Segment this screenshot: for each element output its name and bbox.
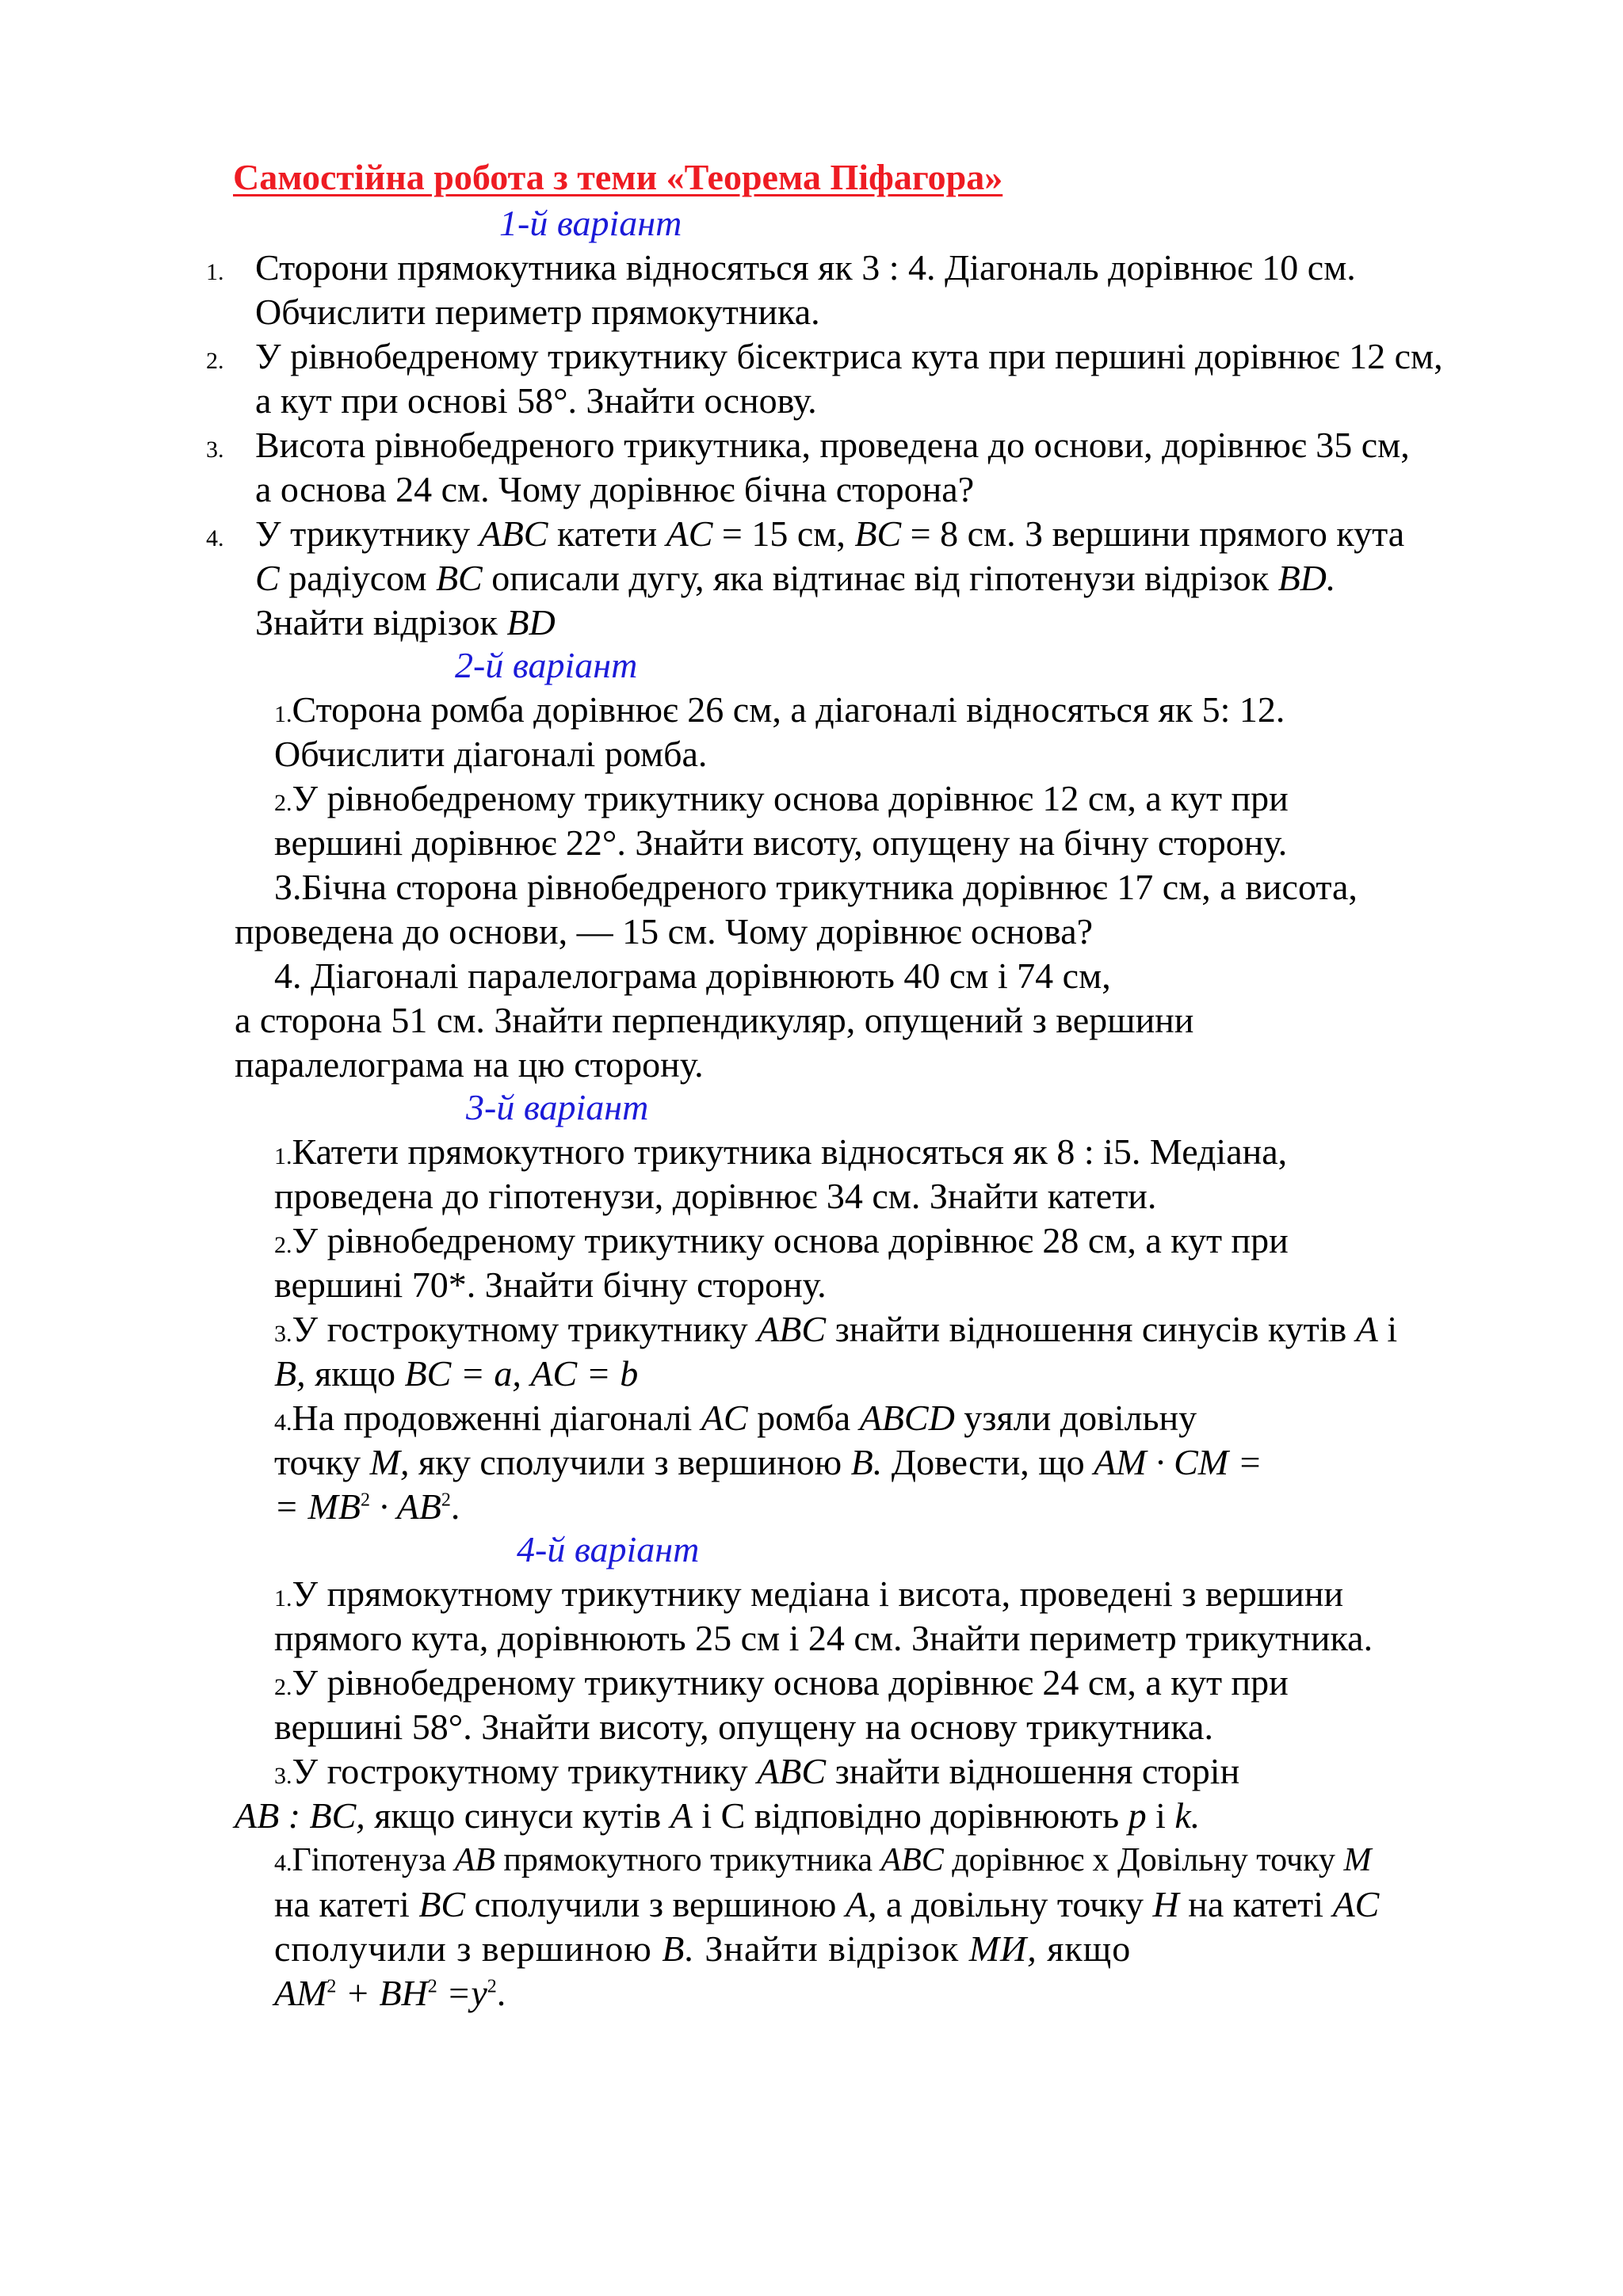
text-fragment: 1. [274, 1143, 292, 1169]
text-fragment: прямокутного трикутника [495, 1842, 881, 1878]
v3-task-3-text [274, 1307, 1397, 1356]
text-fragment: BC = a, [404, 1353, 521, 1394]
text-fragment: + BH [336, 1973, 428, 2013]
text-fragment: . [496, 1973, 506, 2013]
text-fragment: на катеті [274, 1884, 419, 1924]
v4-task-1-text-2: прямого кута, дорівнюють 25 см і 24 см. Знайти периметр трикутника. [274, 1618, 1373, 1658]
text-fragment: B. [662, 1928, 695, 1969]
text-fragment: дорівнює х Довільну точку [943, 1842, 1344, 1878]
text-fragment: Сторона ромба дорівнює 26 см, а діагоналі відносяться як 5: 12. [292, 689, 1285, 730]
v1-task-3-number [206, 423, 231, 472]
v2-task-2-text [274, 776, 1289, 826]
text-fragment: MИ, [968, 1928, 1037, 1969]
v4-task-4-text-3 [274, 1927, 1131, 1971]
text-fragment: AC = b [530, 1353, 639, 1394]
v3-task-3-text-2 [274, 1352, 638, 1396]
v4-task-4-text-2 [274, 1882, 1379, 1927]
text-fragment: 4. [274, 1409, 292, 1436]
text-fragment: BD. [1277, 558, 1336, 598]
text-fragment: 2 [441, 1489, 451, 1511]
text-fragment: = 15 см, [712, 513, 855, 554]
text-fragment [521, 1353, 531, 1394]
text-fragment: =y [437, 1973, 487, 2013]
text-fragment: знайти відношення синусів кутів [826, 1309, 1356, 1349]
variant-3-heading: 3-й варіант [466, 1087, 649, 1127]
text-fragment: сполучили з вершиною [274, 1928, 663, 1969]
text-fragment: ABC [757, 1309, 827, 1349]
text-fragment: 2. [274, 790, 292, 816]
text-fragment: 4. [274, 1850, 292, 1876]
v3-task-1-text-2: проведена до гіпотенузи, дорівнює 34 см. Знайти катети. [274, 1176, 1157, 1216]
text-fragment: . [450, 1486, 460, 1527]
v2-task-3-text-2: проведена до основи, — 15 см. Чому дорівнює основа? [235, 911, 1094, 952]
text-fragment: на катеті [1178, 1884, 1333, 1924]
text-fragment: BC [418, 1884, 466, 1924]
text-fragment: B. [850, 1442, 883, 1482]
text-fragment: 2 [360, 1489, 370, 1511]
v2-task-4-text: 4. Діагоналі паралелограма дорівнюють 40 см і 74 см, [274, 955, 1111, 996]
v2-task-3-text: З.Бічна сторона рівнобедреного трикутника дорівнює 17 см, а висота, [274, 867, 1358, 907]
v4-task-4-text-4 [274, 1971, 506, 2016]
v3-task-1-text [274, 1130, 1287, 1179]
variant-2-heading: 2-й варіант [455, 645, 638, 685]
text-fragment: а довільну точку [876, 1884, 1153, 1924]
text-fragment: 1. [274, 701, 292, 727]
text-fragment: 2 [427, 1976, 437, 1997]
text-fragment: У рівнобедреному трикутнику основа дорівнює 28 см, а кут при [292, 1220, 1289, 1261]
v3-task-4-text [274, 1396, 1197, 1445]
v1-task-3-text: Висота рівнобедреного трикутника, проведена до основи, дорівнює 35 см, [255, 425, 1410, 465]
text-fragment: і С відповідно дорівнюють [692, 1795, 1128, 1836]
v3-task-2-text-2: вершині 70*. Знайти бічну сторону. [274, 1264, 827, 1305]
v1-task-1-line-1 [206, 246, 231, 295]
variant-4-heading: 4-й варіант [517, 1529, 700, 1569]
text-fragment: ABC [479, 513, 548, 554]
v1-task-2-text-2: а кут при основі 58°. Знайти основу. [255, 380, 817, 421]
v1-task-1-text-2: Обчислити периметр прямокутника. [255, 292, 820, 332]
text-fragment: У трикутнику [255, 513, 479, 554]
v1-task-2-text: У рівнобедреному трикутнику бісектриса кута при першині дорівнює 12 см, [255, 336, 1443, 376]
v4-task-3-text [274, 1749, 1239, 1798]
text-fragment: У прямокутному трикутнику медіана і висота, проведені з вершини [292, 1573, 1344, 1614]
v1-task-4-text-2 [255, 556, 1335, 601]
text-fragment: C [255, 558, 280, 598]
text-fragment: 3. [274, 1321, 292, 1347]
text-fragment: M [1343, 1842, 1372, 1878]
v3-task-2-text [274, 1219, 1289, 1268]
v4-task-3-text-2 [235, 1794, 1200, 1838]
text-fragment: катети [548, 513, 666, 554]
text-fragment: якщо [1037, 1928, 1132, 1969]
v1-task-1-text: Сторони прямокутника відносяться як 3 : 4. Діагональ дорівнює 10 см. [255, 247, 1356, 288]
page-title: Самостійна робота з теми «Теорема Піфагора» [233, 157, 1003, 197]
task-number: 1. [206, 259, 224, 285]
text-fragment: AB [454, 1842, 495, 1878]
task-number: 2. [206, 348, 224, 374]
text-fragment: У гострокутному трикутнику [292, 1309, 758, 1349]
text-fragment: ABC [880, 1842, 944, 1878]
text-fragment: BC [435, 558, 483, 598]
text-fragment: У рівнобедреному трикутнику основа дорівнює 24 см, а кут при [292, 1662, 1289, 1703]
v3-task-4-text-3 [274, 1485, 460, 1529]
text-fragment: точку [274, 1442, 370, 1482]
text-fragment: Знайти відрізок [255, 602, 507, 643]
text-fragment: і [1377, 1309, 1398, 1349]
text-fragment: На продовженні діагоналі [292, 1398, 701, 1438]
text-fragment: У рівнобедреному трикутнику основа дорівнює 12 см, а кут при [292, 778, 1289, 818]
text-fragment: = MB [274, 1486, 361, 1527]
text-fragment: B, [274, 1353, 306, 1394]
v1-task-4-number [206, 512, 231, 561]
text-fragment: H [1152, 1884, 1179, 1924]
text-fragment: яку сполучили з вершиною [409, 1442, 851, 1482]
text-fragment: ромба [747, 1398, 860, 1438]
text-fragment: A [670, 1795, 693, 1836]
text-fragment: і [1146, 1795, 1175, 1836]
text-fragment: p [1128, 1795, 1147, 1836]
v2-task-1-text-2: Обчислити діагоналі ромба. [274, 734, 708, 774]
text-fragment: AM · CM = [1094, 1442, 1262, 1482]
v2-task-1-text [274, 688, 1285, 737]
text-fragment: Довести, що [882, 1442, 1094, 1482]
v4-task-2-text [274, 1661, 1289, 1710]
v2-task-2-text-2: вершині дорівнює 22°. Знайти висоту, опущену на бічну сторону. [274, 822, 1288, 863]
text-fragment: Катети прямокутного трикутника відносяться як 8 : і5. Медіана, [292, 1131, 1288, 1172]
text-fragment: 2 [487, 1976, 497, 1997]
text-fragment: радіусом [279, 558, 436, 598]
text-fragment: AM [274, 1973, 327, 2013]
text-fragment: якщо [305, 1353, 405, 1394]
text-fragment: узяли довільну [954, 1398, 1197, 1438]
task-number: 3. [206, 437, 224, 463]
text-fragment: AC [666, 513, 713, 554]
text-fragment: 2. [274, 1232, 292, 1258]
task-number: 4. [206, 525, 224, 551]
v4-task-4-text [274, 1838, 1371, 1886]
text-fragment: ABCD [859, 1398, 955, 1438]
variant-1-heading: 1-й варіант [499, 203, 682, 243]
v1-task-4-text [255, 512, 1404, 556]
v3-task-4-text-2 [274, 1440, 1262, 1485]
text-fragment: · AB [369, 1486, 441, 1527]
text-fragment: A [1355, 1309, 1378, 1349]
text-fragment: знайти відношення сторін [826, 1751, 1240, 1791]
text-fragment: AC [1332, 1884, 1380, 1924]
text-fragment: k. [1174, 1795, 1201, 1836]
text-fragment: 1. [274, 1585, 292, 1611]
v1-task-4-text-3 [255, 601, 556, 645]
text-fragment: = 8 см. З вершини прямого кута [901, 513, 1405, 554]
text-fragment: Гіпотенуза [292, 1842, 455, 1878]
text-fragment: M, [369, 1442, 410, 1482]
v2-task-4-text-3: паралелограма на цю сторону. [235, 1044, 704, 1085]
text-fragment: 2 [327, 1976, 337, 1997]
text-fragment: якщо синуси кутів [365, 1795, 670, 1836]
text-fragment: описали дугу, яка відтинає від гіпотенузи відрізок [482, 558, 1278, 598]
text-fragment: BD [506, 602, 556, 643]
v1-task-3-text-2: а основа 24 см. Чому дорівнює бічна сторона? [255, 469, 975, 509]
v4-task-1-text [274, 1572, 1343, 1621]
text-fragment: 2. [274, 1674, 292, 1700]
text-fragment: Знайти відрізок [694, 1928, 969, 1969]
text-fragment: AC [701, 1398, 748, 1438]
v4-task-2-text-2: вершині 58°. Знайти висоту, опущену на основу трикутника. [274, 1707, 1213, 1747]
text-fragment: ABC [757, 1751, 827, 1791]
v1-task-2-number [206, 334, 231, 383]
text-fragment: A, [845, 1884, 877, 1924]
text-fragment: У гострокутному трикутнику [292, 1751, 758, 1791]
v2-task-4-text-2: а сторона 51 см. Знайти перпендикуляр, опущений з вершини [235, 1000, 1194, 1040]
text-fragment: сполучили з вершиною [465, 1884, 846, 1924]
text-fragment: 3. [274, 1763, 292, 1789]
text-fragment: BC [854, 513, 902, 554]
text-fragment: AB : BC, [235, 1795, 365, 1836]
